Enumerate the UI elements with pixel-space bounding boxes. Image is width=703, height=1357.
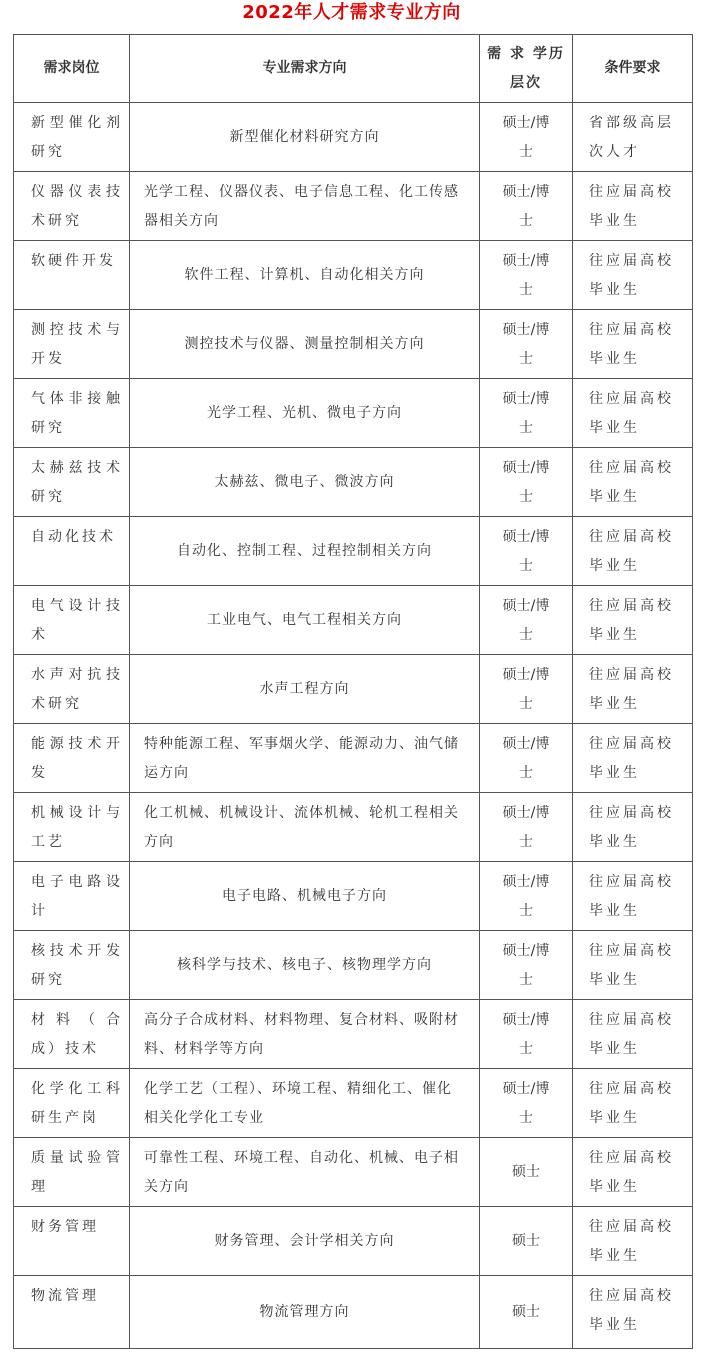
- cell-education: 硕士/博士: [480, 241, 573, 310]
- talent-demand-table: [13, 34, 693, 1349]
- table-row: [14, 241, 693, 310]
- cell-education: 硕士/博士: [480, 655, 573, 724]
- cell-position: 水声对抗技术研究: [14, 655, 130, 724]
- cell-direction: 化工机械、机械设计、流体机械、轮机工程相关方向: [130, 793, 480, 862]
- cell-requirement: 往应届高校毕业生: [573, 862, 693, 931]
- cell-position: 电子电路设计: [14, 862, 130, 931]
- cell-requirement: 往应届高校毕业生: [573, 931, 693, 1000]
- cell-education: 硕士/博士: [480, 1069, 573, 1138]
- cell-requirement: 往应届高校毕业生: [573, 655, 693, 724]
- cell-direction: 自动化、控制工程、过程控制相关方向: [130, 517, 480, 586]
- cell-education: 硕士/博士: [480, 862, 573, 931]
- cell-education: 硕士/博士: [480, 379, 573, 448]
- cell-position: 能源技术开发: [14, 724, 130, 793]
- cell-position: 核技术开发研究: [14, 931, 130, 1000]
- table-row: [14, 1000, 693, 1069]
- cell-direction: 水声工程方向: [130, 655, 480, 724]
- cell-position: 气体非接触研究: [14, 379, 130, 448]
- table-row: [14, 310, 693, 379]
- cell-position: 财务管理: [14, 1207, 130, 1276]
- table-row: [14, 724, 693, 793]
- cell-position: 材料（合成）技术: [14, 1000, 130, 1069]
- cell-direction: 物流管理方向: [130, 1276, 480, 1349]
- header-requirement: 条件要求: [573, 35, 693, 103]
- cell-position: 软硬件开发: [14, 241, 130, 310]
- cell-requirement: 往应届高校毕业生: [573, 793, 693, 862]
- cell-education: 硕士/博士: [480, 931, 573, 1000]
- table-row: [14, 172, 693, 241]
- table-row: [14, 379, 693, 448]
- cell-direction: 高分子合成材料、材料物理、复合材料、吸附材料、材料学等方向: [130, 1000, 480, 1069]
- cell-direction: 光学工程、光机、微电子方向: [130, 379, 480, 448]
- cell-direction: 软件工程、计算机、自动化相关方向: [130, 241, 480, 310]
- table-header-row: [14, 35, 693, 103]
- page-title: 2022年人才需求专业方向: [242, 2, 461, 23]
- cell-education: 硕士/博士: [480, 1000, 573, 1069]
- cell-direction: 新型催化材料研究方向: [130, 103, 480, 172]
- cell-requirement: 往应届高校毕业生: [573, 1138, 693, 1207]
- table-row: [14, 586, 693, 655]
- cell-direction: 核科学与技术、核电子、核物理学方向: [130, 931, 480, 1000]
- cell-requirement: 往应届高校毕业生: [573, 241, 693, 310]
- cell-requirement: 省部级高层次人才: [573, 103, 693, 172]
- cell-direction: 化学工艺（工程）、环境工程、精细化工、催化相关化学化工专业: [130, 1069, 480, 1138]
- cell-education: 硕士: [480, 1276, 573, 1349]
- header-position: 需求岗位: [14, 35, 130, 103]
- cell-requirement: 往应届高校毕业生: [573, 172, 693, 241]
- cell-direction: 可靠性工程、环境工程、自动化、机械、电子相关方向: [130, 1138, 480, 1207]
- table-row: [14, 1207, 693, 1276]
- cell-requirement: 往应届高校毕业生: [573, 379, 693, 448]
- table-row: [14, 1276, 693, 1349]
- cell-requirement: 往应届高校毕业生: [573, 310, 693, 379]
- cell-education: 硕士/博士: [480, 793, 573, 862]
- cell-direction: 财务管理、会计学相关方向: [130, 1207, 480, 1276]
- cell-education: 硕士/博士: [480, 586, 573, 655]
- cell-requirement: 往应届高校毕业生: [573, 1069, 693, 1138]
- cell-direction: 光学工程、仪器仪表、电子信息工程、化工传感器相关方向: [130, 172, 480, 241]
- cell-requirement: 往应届高校毕业生: [573, 586, 693, 655]
- cell-education: 硕士/博士: [480, 172, 573, 241]
- cell-requirement: 往应届高校毕业生: [573, 724, 693, 793]
- table-row: [14, 448, 693, 517]
- cell-position: 电气设计技术: [14, 586, 130, 655]
- cell-position: 太赫兹技术研究: [14, 448, 130, 517]
- cell-position: 质量试验管理: [14, 1138, 130, 1207]
- header-direction: 专业需求方向: [130, 35, 480, 103]
- cell-direction: 特种能源工程、军事烟火学、能源动力、油气储运方向: [130, 724, 480, 793]
- cell-direction: 电子电路、机械电子方向: [130, 862, 480, 931]
- cell-requirement: 往应届高校毕业生: [573, 1276, 693, 1349]
- cell-requirement: 往应届高校毕业生: [573, 1000, 693, 1069]
- table-row: [14, 793, 693, 862]
- cell-position: 物流管理: [14, 1276, 130, 1349]
- cell-education: 硕士/博士: [480, 724, 573, 793]
- cell-requirement: 往应届高校毕业生: [573, 517, 693, 586]
- cell-position: 机械设计与工艺: [14, 793, 130, 862]
- cell-position: 新型催化剂研究: [14, 103, 130, 172]
- table-row: [14, 517, 693, 586]
- cell-education: 硕士/博士: [480, 310, 573, 379]
- cell-education: 硕士/博士: [480, 517, 573, 586]
- cell-position: 自动化技术: [14, 517, 130, 586]
- cell-position: 化学化工科研生产岗: [14, 1069, 130, 1138]
- table-row: [14, 103, 693, 172]
- table-row: [14, 1138, 693, 1207]
- cell-education: 硕士/博士: [480, 448, 573, 517]
- cell-requirement: 往应届高校毕业生: [573, 448, 693, 517]
- table-row: [14, 931, 693, 1000]
- cell-position: 测控技术与开发: [14, 310, 130, 379]
- cell-education: 硕士: [480, 1207, 573, 1276]
- table-row: [14, 1069, 693, 1138]
- cell-education: 硕士/博士: [480, 103, 573, 172]
- cell-direction: 工业电气、电气工程相关方向: [130, 586, 480, 655]
- cell-direction: 测控技术与仪器、测量控制相关方向: [130, 310, 480, 379]
- table-row: [14, 862, 693, 931]
- cell-position: 仪器仪表技术研究: [14, 172, 130, 241]
- cell-education: 硕士: [480, 1138, 573, 1207]
- cell-direction: 太赫兹、微电子、微波方向: [130, 448, 480, 517]
- cell-requirement: 往应届高校毕业生: [573, 1207, 693, 1276]
- header-education: 需 求 学历层次: [480, 35, 573, 103]
- table-row: [14, 655, 693, 724]
